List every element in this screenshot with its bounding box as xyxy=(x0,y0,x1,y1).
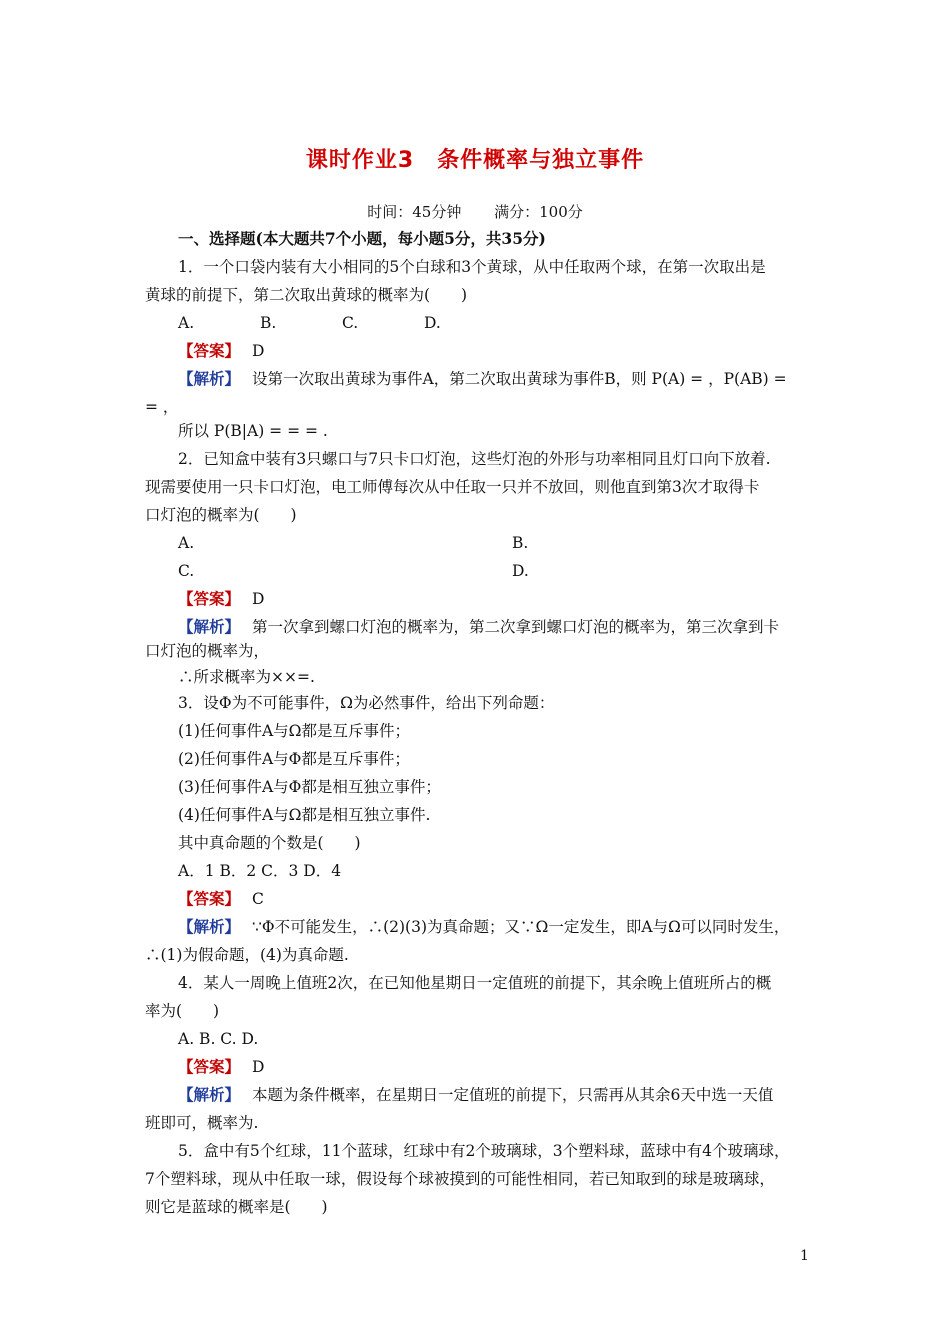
q2-answer-value: D xyxy=(252,590,265,608)
q5-stem-line3: 则它是蓝球的概率是( ) xyxy=(145,1198,328,1216)
q2-analysis-line1 xyxy=(178,617,779,637)
q4-options: A. B. C. D. xyxy=(178,1030,259,1048)
q4-analysis-text1: 本题为条件概率，在星期日一定值班的前提下，只需再从其余6天中选一天值 xyxy=(252,1086,774,1104)
q2-analysis-line3: ∴所求概率为××=. xyxy=(178,668,315,686)
q1-option-c: C. xyxy=(342,314,359,332)
q1-stem-line1: 1．一个口袋内装有大小相同的5个白球和3个黄球，从中任取两个球，在第一次取出是 xyxy=(178,258,766,276)
analysis-tag: 【解析】 xyxy=(178,617,241,636)
q1-stem-line2: 黄球的前提下，第二次取出黄球的概率为( ) xyxy=(145,286,468,304)
q2-option-c: C. xyxy=(178,562,195,580)
page-number: 1 xyxy=(800,1248,809,1264)
answer-tag: 【答案】 xyxy=(178,589,241,608)
q3-proposition-1: (1)任何事件A与Ω都是互斥事件； xyxy=(178,722,411,740)
q1-answer-value: D xyxy=(252,342,265,360)
q3-stem: 3．设Φ为不可能事件，Ω为必然事件，给出下列命题： xyxy=(178,694,555,712)
q3-analysis-line2: ∴(1)为假命题，(4)为真命题. xyxy=(145,946,349,964)
exam-meta xyxy=(0,201,950,222)
answer-tag: 【答案】 xyxy=(178,341,241,360)
time-label: 时间：45分钟 xyxy=(367,203,462,221)
q4-analysis-line1 xyxy=(178,1085,773,1105)
q1-analysis-line3: 所以 P(B|A) = = = . xyxy=(178,422,328,440)
q3-answer xyxy=(178,889,264,909)
q2-stem-line3: 口灯泡的概率为( ) xyxy=(145,506,297,524)
q3-proposition-3: (3)任何事件A与Φ都是相互独立事件； xyxy=(178,778,441,796)
q5-stem-line2: 7个塑料球，现从中任取一球，假设每个球被摸到的可能性相同，若已知取到的球是玻璃球， xyxy=(145,1170,775,1188)
q3-options: A．1 B．2 C．3 D．4 xyxy=(178,862,342,880)
analysis-tag: 【解析】 xyxy=(178,1085,241,1104)
q1-answer xyxy=(178,341,264,361)
q2-option-b: B. xyxy=(512,534,529,552)
q2-answer xyxy=(178,589,264,609)
answer-tag: 【答案】 xyxy=(178,889,241,908)
q4-answer-value: D xyxy=(252,1058,265,1076)
q3-proposition-2: (2)任何事件A与Φ都是互斥事件； xyxy=(178,750,410,768)
q4-answer xyxy=(178,1057,264,1077)
q3-proposition-4: (4)任何事件A与Ω都是相互独立事件. xyxy=(178,806,431,824)
q4-stem-line2: 率为( ) xyxy=(145,1002,220,1020)
page-title: 课时作业3 条件概率与独立事件 xyxy=(305,148,645,173)
analysis-tag: 【解析】 xyxy=(178,917,241,936)
q1-analysis-line1 xyxy=(178,369,787,389)
q2-option-a: A. xyxy=(178,534,195,552)
answer-tag: 【答案】 xyxy=(178,1057,241,1076)
q4-analysis-line2: 班即可，概率为. xyxy=(145,1114,259,1132)
q1-analysis-line2: = ， xyxy=(145,398,179,416)
q3-question: 其中真命题的个数是( ) xyxy=(178,834,361,852)
q4-stem-line1: 4．某人一周晚上值班2次，在已知他星期日一定值班的前提下，其余晚上值班所占的概 xyxy=(178,974,772,992)
q1-analysis-text1: 设第一次取出黄球为事件A，第二次取出黄球为事件B，则 P(A) = ，P(AB) = xyxy=(252,370,787,388)
q2-analysis-text1: 第一次拿到螺口灯泡的概率为，第二次拿到螺口灯泡的概率为，第三次拿到卡 xyxy=(252,618,780,636)
q3-analysis-text1: ∵Φ不可能发生，∴(2)(3)为真命题；又∵Ω一定发生，即A与Ω可以同时发生， xyxy=(252,918,790,936)
q2-option-d: D. xyxy=(512,562,529,580)
q3-answer-value: C xyxy=(252,890,264,908)
q1-option-a: A. xyxy=(178,314,195,332)
q1-option-d: D. xyxy=(424,314,441,332)
q2-stem-line1: 2．已知盒中装有3只螺口与7只卡口灯泡，这些灯泡的外形与功率相同且灯口向下放着. xyxy=(178,450,771,468)
q2-stem-line2: 现需要使用一只卡口灯泡，电工师傅每次从中任取一只并不放回，则他直到第3次才取得卡 xyxy=(145,478,760,496)
q5-stem-line1: 5．盒中有5个红球，11个蓝球，红球中有2个玻璃球，3个塑料球，蓝球中有4个玻璃球， xyxy=(178,1142,790,1160)
q3-analysis-line1 xyxy=(178,917,789,937)
score-label: 满分：100分 xyxy=(494,203,583,221)
q1-options xyxy=(178,313,506,333)
q1-option-b: B. xyxy=(260,314,277,332)
section-heading: 一、选择题(本大题共7个小题，每小题5分，共35分) xyxy=(178,229,546,248)
analysis-tag: 【解析】 xyxy=(178,369,241,388)
q2-analysis-line2: 口灯泡的概率为， xyxy=(145,642,270,660)
